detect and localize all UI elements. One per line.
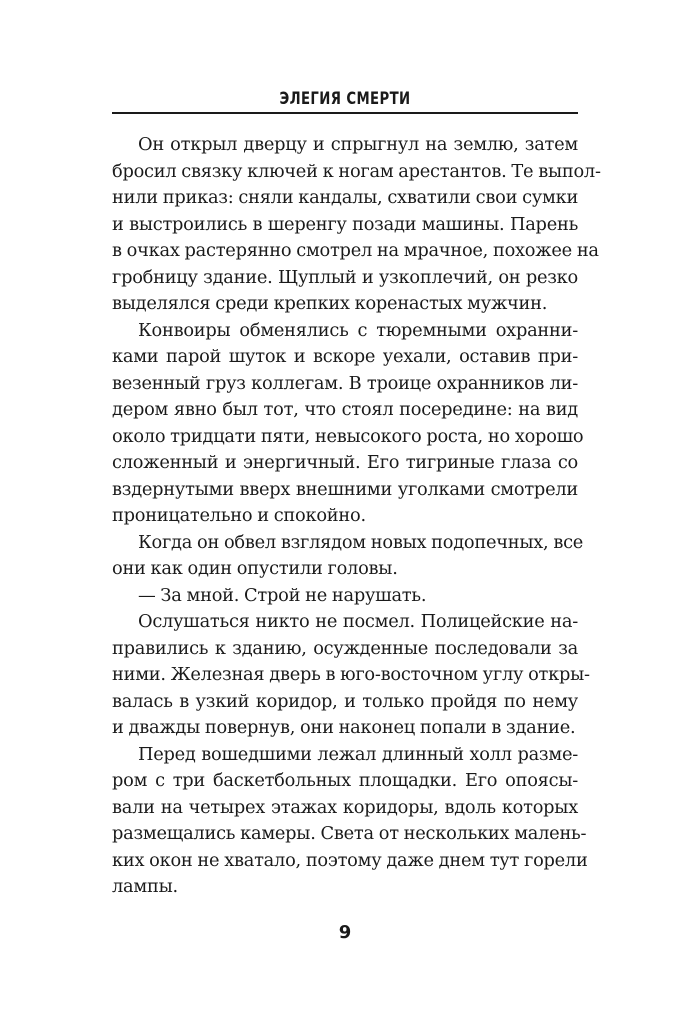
running-head: ЭЛЕГИЯ СМЕРТИ [279,89,411,109]
text-line: Когда он обвел взглядом новых подопечных, все [138,531,584,553]
text-line: нили приказ: сняли кандалы, схватили свои сумки [112,187,579,208]
text-line: Перед вошедшими лежал длинный холл разме- [138,743,578,765]
text-line: лампы. [112,876,178,897]
text-line: вали на четырех этажах коридоры, вдоль которых [112,796,578,818]
text-line: размещались камеры. Света от нескольких малень- [112,823,587,844]
text-line: сложенный и энергичный. Его тигриные глаза со [112,452,578,473]
text-line: правились к зданию, осужденные последовали за [112,637,578,659]
text-line: и выстроились в шеренгу позади машины. Парень [112,213,578,235]
text-line: проницательно и спокойно. [112,505,366,526]
text-line: ками парой шуток и вскоре уехали, оставив при- [112,346,578,367]
text-line: ром с три баскетбольных площадки. Его опоясы- [112,770,578,791]
text-line: Ослушаться никто не посмел. Полицейские на- [138,611,578,632]
body-text [112,132,601,901]
text-line: ких окон не хватало, поэтому даже днем тут горели [112,849,588,871]
text-line: они как один опустили головы. [112,558,398,579]
header-rule [112,112,578,114]
dialogue-line: — За мной. Строй не нарушать. [138,584,427,606]
text-line: гробницу здание. Щуплый и узкоплечий, он резко [112,266,578,288]
text-line: везенный груз коллегам. В троице охранников ли- [112,372,578,394]
text-line: валась в узкий коридор, и только пройдя по нему [112,690,578,712]
text-line: в очках растерянно смотрел на мрачное, похожее на [112,240,599,261]
text-line: и дважды повернув, они наконец попали в здание. [112,717,576,738]
text-line: выделялся среди крепких коренастых мужчин. [112,293,548,314]
text-line: Он открыл дверцу и спрыгнул на землю, затем [138,134,578,155]
text-line: Конвоиры обменялись с тюремными охранни- [138,319,578,341]
page-number: 9 [338,922,352,943]
text-line: дером явно был тот, что стоял посередине: на вид [112,399,578,420]
text-line: вздернутыми вверх внешними уголками смотрели [112,478,578,500]
text-line: ними. Железная дверь в юго-восточном углу откры- [112,664,590,685]
text-line: бросил связку ключей к ногам арестантов. Те выпол- [112,160,601,182]
text-line: около тридцати пяти, невысокого роста, но хорошо [112,425,584,447]
